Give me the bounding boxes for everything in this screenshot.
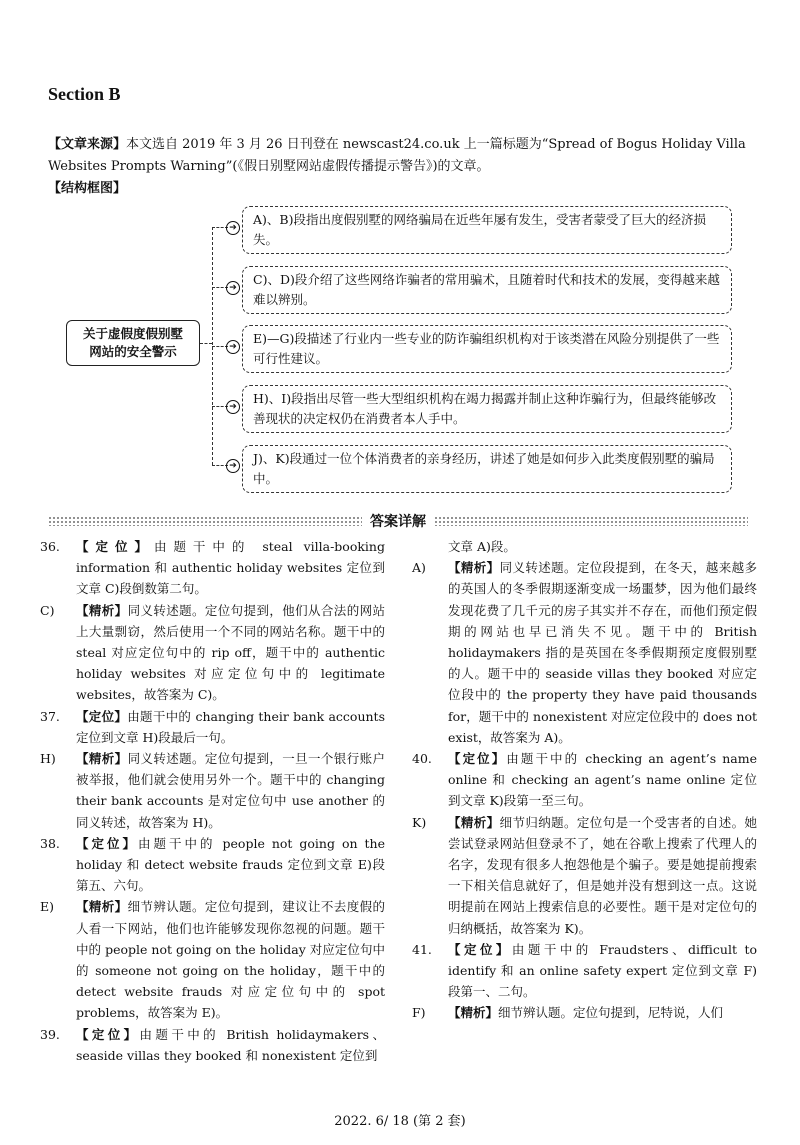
arrow-icon: ➔ [226, 459, 240, 473]
center-line-1: 关于虚假度假别墅 [82, 326, 183, 341]
para-body: 由题干中的 steal villa-booking information 和 authentic holiday websites 定位到文章 C)段倒数第二句。 [76, 539, 385, 597]
para-label: 【定位】 [76, 1026, 140, 1042]
framework-connector [200, 343, 212, 344]
para-body: 由题干中的 checking an agent’s name online 和 checking an agent’s name online 定位到文章 K)段第一至三句。 [448, 751, 757, 809]
answer-paragraph [412, 1002, 757, 1023]
para-body: 由题干中的 changing their bank accounts 定位到文章 H)段最后一句。 [76, 708, 385, 745]
paragraph-text [448, 557, 757, 748]
item-number: A) [412, 560, 426, 576]
item-number: 40. [412, 751, 432, 767]
para-body: 同义转述题。定位句提到，他们从合法的网站上大量剽窃，然后使用一个不同的网站名称。题干中的 steal 对应定位句中的 rip off，题干中的 authentic holiday websites 对应定位句中的 legitimate websites，故答案为 C)。 [76, 602, 385, 703]
para-body: 同义转述题。定位段提到，在冬天，越来越多的英国人的冬季假期逐渐变成一场噩梦，因为他们最终发现花费了几千元的房子其实并不存在，而他们预定假期的网站也早已消失不见。题干中的 British holidaymakers 指的是英国在冬季假期预定度假别墅的人。题干中的 seaside villas they booked 对应定位段中的 the property they have paid thousands for，题干中的 nonexistent 对应定位段中的 does not exist，故答案为 A)。 [448, 560, 757, 745]
answer-paragraph [40, 896, 385, 1023]
answers-left-column [40, 536, 385, 1066]
item-number: 37. [40, 708, 60, 724]
item-number: E) [40, 899, 55, 915]
para-body: 由题干中的 Fraudsters、difficult to identify 和 an online safety expert 定位到文章 F)段第一、二句。 [448, 941, 757, 1000]
para-body: 文章 A)段。 [448, 539, 516, 554]
divider-pattern [434, 516, 748, 526]
item-number: C) [40, 602, 55, 618]
paragraph-text [76, 833, 385, 897]
answers-divider [48, 512, 748, 530]
paragraph-text [448, 812, 757, 939]
framework-item: A)、B)段指出度假别墅的网络骗局在近些年屡有发生，受害者蒙受了巨大的经济损失。 [242, 206, 732, 254]
divider-pattern [48, 516, 362, 526]
paragraph-text [76, 706, 385, 748]
answer-paragraph [412, 939, 757, 1003]
center-line-2: 网站的安全警示 [89, 344, 177, 359]
para-label: 【精析】 [76, 899, 128, 915]
paragraph-text [448, 748, 757, 812]
article-source [48, 134, 756, 178]
item-number: 39. [40, 1026, 60, 1042]
answer-paragraph [40, 748, 385, 833]
framework-item: J)、K)段通过一位个体消费者的亲身经历，讲述了她是如何步入此类度假别墅的骗局中。 [242, 445, 732, 493]
answer-paragraph [40, 1024, 385, 1066]
source-text: 本文选自 2019 年 3 月 26 日刊登在 newscast24.co.uk 上一篇标题为“Spread of Bogus Holiday Villa Websites Prompts Warning”(《假日别墅网站虚假传播提示警告》)的文章。 [48, 137, 746, 174]
answer-paragraph [412, 812, 757, 939]
answers-right-column [412, 536, 757, 1024]
source-label: 【文章来源】 [48, 137, 127, 152]
para-label: 【精析】 [76, 751, 128, 767]
answer-paragraph [40, 706, 385, 748]
arrow-icon: ➔ [226, 221, 240, 235]
para-body: 细节归纳题。定位句是一个受害者的自述。她尝试登录网站但登录不了，她在谷歌上搜索了代理人的名字，发现有很多人抱怨他是个骗子。要是她提前搜索一下相关信息就好了，但是她并没有想到这一点。这说明提前在网站上搜索信息的必要性。题干是对定位句的归纳概括，故答案为 K)。 [448, 814, 757, 936]
framework-item: C)、D)段介绍了这些网络诈骗者的常用骗术，且随着时代和技术的发展，变得越来越难以辨别。 [242, 266, 732, 314]
para-label: 【精析】 [448, 1005, 499, 1021]
section-title: Section B [48, 84, 121, 104]
item-number: 38. [40, 835, 60, 851]
answer-paragraph [40, 536, 385, 600]
paragraph-text [448, 536, 757, 557]
item-number: 36. [40, 539, 60, 554]
answers-title: 答案详解 [370, 514, 426, 530]
answer-paragraph [40, 600, 385, 706]
paragraph-text [76, 896, 385, 1023]
page-footer: 2022. 6/ 18 (第 2 套) [334, 1114, 466, 1129]
item-number [412, 536, 448, 557]
answer-paragraph [412, 557, 757, 748]
para-label: 【定位】 [448, 751, 507, 767]
arrow-icon: ➔ [226, 400, 240, 414]
framework-item: H)、I)段指出尽管一些大型组织机构在竭力揭露并制止这种诈骗行为，但最终能够改善现状的决定权仍在消费者本人手中。 [242, 385, 732, 433]
framework-item: E)—G)段描述了行业内一些专业的防诈骗组织机构对于该类潜在风险分别提供了一些可行性建议。 [242, 325, 732, 373]
para-label: 【精析】 [448, 560, 500, 576]
para-body: 细节辨认题。定位句提到，建议让不去度假的人看一下网站，他们也许能够发现你忽视的问题。题干中的 people not going on the holiday 对应定位句中的 someone not going on the holiday，题干中的 detect website frauds 对应定位句中的 spot problems，故答案为 E)。 [76, 899, 385, 1021]
arrow-icon: ➔ [226, 340, 240, 354]
para-label: 【定位】 [76, 708, 128, 724]
answer-paragraph [412, 748, 757, 812]
item-number: H) [40, 751, 56, 767]
framework-center-box [66, 320, 200, 366]
item-number: 41. [412, 941, 432, 957]
paragraph-text [76, 536, 385, 600]
paragraph-text [448, 939, 757, 1003]
para-label: 【精析】 [76, 602, 128, 618]
paragraph-text [76, 600, 385, 706]
para-body: 由题干中的 British holidaymakers、seaside villas they booked 和 nonexistent 定位到 [76, 1026, 385, 1063]
para-label: 【定位】 [76, 539, 154, 554]
framework-label: 【结构框图】 [48, 181, 127, 196]
paragraph-text [448, 1002, 757, 1023]
item-number: F) [412, 1005, 426, 1021]
para-body: 同义转述题。定位句提到，一旦一个银行账户被举报，他们就会使用另外一个。题干中的 changing their bank accounts 是对定位句中 use another 的同义转述，故答案为 H)。 [76, 751, 385, 830]
para-label: 【精析】 [448, 814, 500, 830]
para-body: 细节辨认题。定位句提到，尼特说，人们 [498, 1005, 724, 1021]
paragraph-text [76, 1024, 385, 1066]
answer-paragraph [40, 833, 385, 897]
para-label: 【定位】 [76, 835, 139, 851]
arrow-icon: ➔ [226, 281, 240, 295]
para-label: 【定位】 [448, 941, 512, 957]
paragraph-text [76, 748, 385, 833]
answer-paragraph [412, 536, 757, 557]
item-number: K) [412, 814, 427, 830]
para-body: 由题干中的 people not going on the holiday 和 detect website frauds 定位到文章 E)段第五、六句。 [76, 835, 385, 894]
